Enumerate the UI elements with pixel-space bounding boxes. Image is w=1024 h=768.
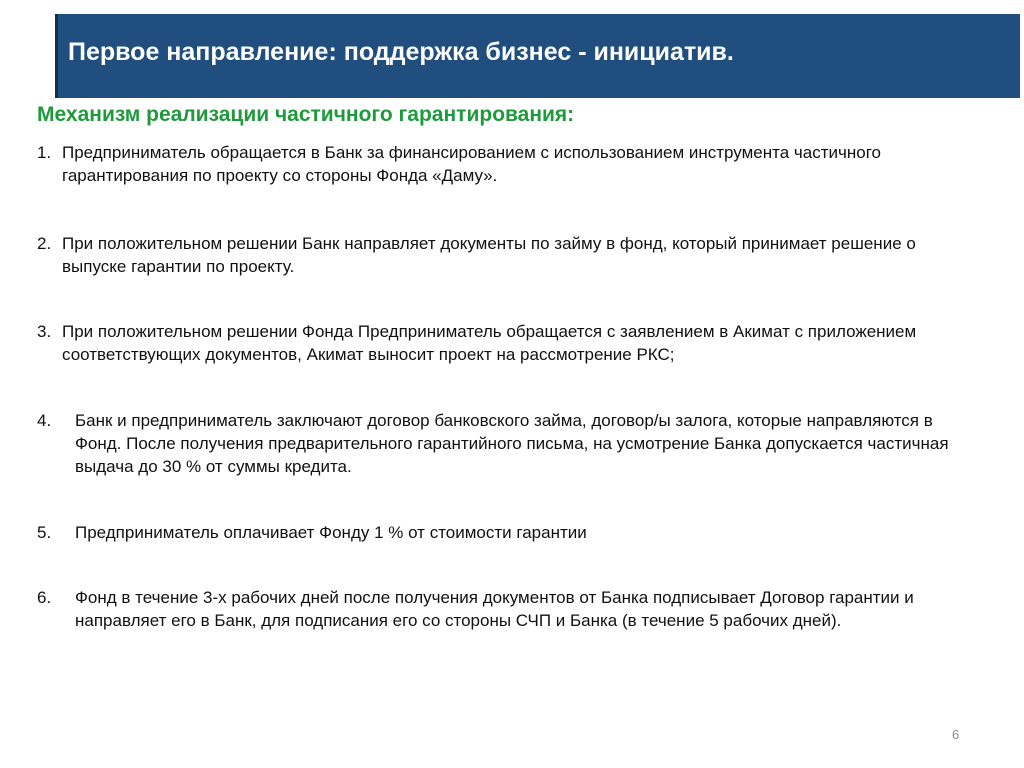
list-item-number: 4. <box>37 411 52 430</box>
list-item <box>37 586 982 655</box>
list-item-number: 2. <box>37 234 52 253</box>
list-item <box>37 141 977 187</box>
list-item-text: Предприниматель оплачивает Фонду 1 % от стоимости гарантии <box>75 523 587 542</box>
list-item <box>37 521 982 544</box>
list-item-text: При положительном решении Фонда Предприниматель обращается с заявлением в Акимат с приложением соответствующих документов, Акимат выносит проект на рассмотрение РКС; <box>62 322 917 364</box>
slide-title: Первое направление: поддержка бизнес - инициатив. <box>68 38 734 66</box>
list-item-number: 1. <box>37 143 52 162</box>
list-item <box>37 320 977 366</box>
list-item-text: Банк и предприниматель заключают договор банковского займа, договор/ы залога, которые направляются в Фонд. После получения предварительного гарантийного письма, на усмотрение Банка допускается частичная выдача до 30 % от суммы кредита. <box>75 411 949 476</box>
list-item-text: Предприниматель обращается в Банк за финансированием с использованием инструмента частичного гарантирования по проекту со стороны Фонда «Даму». <box>62 143 881 185</box>
list-item-text: При положительном решении Банк направляет документы по займу в фонд, который принимает решение о выпуске гарантии по проекту. <box>62 234 916 276</box>
slide-subtitle: Механизм реализации частичного гарантирования: <box>37 103 575 126</box>
title-bar <box>55 14 1020 98</box>
list-item <box>37 232 977 278</box>
list-item-number: 6. <box>37 588 52 607</box>
list-item-text: Фонд в течение 3-х рабочих дней после получения документов от Банка подписывает Договор гарантии и направляет его в Банк, для подписания его со стороны СЧП и Банка (в течение 5 рабочих дней). <box>75 588 914 630</box>
list-item-number: 5. <box>37 523 52 542</box>
page-number: 6 <box>952 727 960 742</box>
list-item-number: 3. <box>37 322 52 341</box>
list-item <box>37 409 982 478</box>
